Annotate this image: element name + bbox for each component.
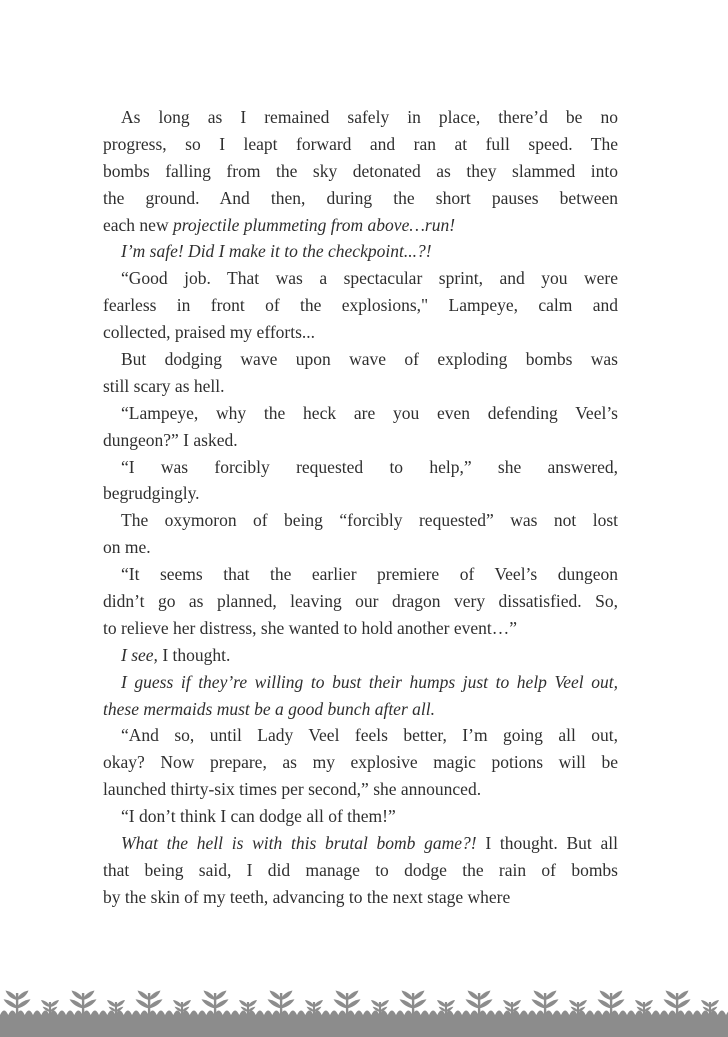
paragraph	[103, 722, 618, 803]
text-segment: “Good job. That was a spectacular sprint, and you were	[121, 268, 618, 289]
text-line	[103, 373, 618, 400]
text-line	[103, 319, 618, 346]
text-line	[103, 561, 618, 588]
paragraph	[103, 507, 618, 561]
text-line	[103, 857, 618, 884]
text-segment: I thought. But all	[476, 833, 618, 854]
text-line	[103, 749, 618, 776]
text-segment: by the skin of my teeth, advancing to the next stage where	[103, 886, 511, 907]
text-segment: didn’t go as planned, leaving our dragon very dissatisfied. So,	[103, 591, 618, 612]
text-segment: launched thirty-six times per second,” she announced.	[103, 779, 482, 800]
italic-text-segment: What the hell is with this brutal bomb game?!	[121, 833, 477, 854]
text-segment: “Lampeye, why the heck are you even defending Veel’s	[121, 402, 618, 423]
text-segment: still scary as hell.	[103, 375, 225, 396]
text-line	[103, 265, 618, 292]
italic-text-segment: these mermaids must be a good bunch after all.	[103, 698, 435, 719]
italic-text-segment: I guess if they’re willing to bust their humps just to help Veel out,	[121, 671, 618, 692]
text-line	[103, 722, 618, 749]
text-line	[103, 238, 618, 265]
text-line	[103, 588, 618, 615]
text-line	[103, 400, 618, 427]
paragraph	[103, 400, 618, 454]
text-line	[103, 642, 618, 669]
text-block	[103, 104, 618, 911]
italic-text-segment: I see,	[121, 644, 158, 665]
text-segment: bombs falling from the sky detonated as they slammed into	[103, 160, 618, 181]
text-line	[103, 507, 618, 534]
paragraph	[103, 104, 618, 238]
text-segment: to relieve her distress, she wanted to hold another event…”	[103, 617, 518, 638]
text-line	[103, 158, 618, 185]
paragraph	[103, 346, 618, 400]
paragraph	[103, 642, 618, 669]
text-segment: “I was forcibly requested to help,” she answered,	[121, 456, 618, 477]
text-line	[103, 104, 618, 131]
text-segment: okay? Now prepare, as my explosive magic potions will be	[103, 752, 618, 773]
text-line	[103, 615, 618, 642]
text-segment: fearless in front of the explosions," Lampeye, calm and	[103, 295, 618, 316]
text-line	[103, 185, 618, 212]
text-line	[103, 776, 618, 803]
text-line	[103, 346, 618, 373]
text-segment: begrudgingly.	[103, 483, 200, 504]
text-segment: that being said, I did manage to dodge the rain of bombs	[103, 859, 618, 880]
bottom-border-decoration	[0, 989, 728, 1037]
text-segment: dungeon?” I asked.	[103, 429, 238, 450]
text-segment: the ground. And then, during the short pauses between	[103, 187, 618, 208]
text-segment: “It seems that the earlier premiere of Veel’s dungeon	[121, 564, 618, 585]
paragraph	[103, 669, 618, 723]
text-segment: “And so, until Lady Veel feels better, I’m going all out,	[121, 725, 618, 746]
text-segment: progress, so I leapt forward and ran at full speed. The	[103, 133, 618, 154]
paragraph	[103, 803, 618, 830]
text-line	[103, 292, 618, 319]
text-segment: As long as I remained safely in place, there’d be no	[121, 107, 618, 127]
text-line	[103, 830, 618, 857]
text-line	[103, 212, 618, 239]
paragraph	[103, 238, 618, 265]
text-line	[103, 669, 618, 696]
text-line	[103, 427, 618, 454]
paragraph	[103, 561, 618, 642]
text-segment: “I don’t think I can dodge all of them!”	[121, 806, 396, 827]
text-segment: each new	[103, 214, 173, 235]
text-line	[103, 803, 618, 830]
text-line	[103, 480, 618, 507]
italic-text-segment: I’m safe! Did I make it to the checkpoint...?!	[121, 241, 432, 262]
text-line	[103, 696, 618, 723]
italic-text-segment: projectile plummeting from above…run!	[172, 214, 456, 235]
text-segment: The oxymoron of being “forcibly requested” was not lost	[121, 510, 618, 531]
text-line	[103, 454, 618, 481]
text-line	[103, 884, 618, 911]
border-pattern-fill	[0, 989, 728, 1037]
text-segment: collected, praised my efforts...	[103, 322, 316, 343]
paragraph	[103, 454, 618, 508]
text-segment: on me.	[103, 537, 151, 558]
text-segment: But dodging wave upon wave of exploding bombs was	[121, 349, 618, 370]
text-line	[103, 534, 618, 561]
paragraph	[103, 830, 618, 911]
text-line	[103, 131, 618, 158]
paragraph	[103, 265, 618, 346]
text-segment: I thought.	[157, 644, 231, 665]
